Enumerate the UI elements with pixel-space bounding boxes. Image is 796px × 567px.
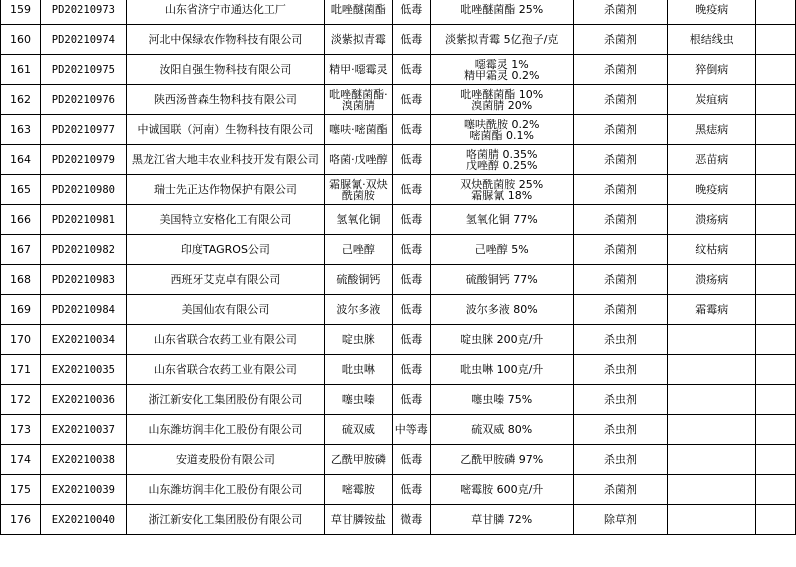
table-row	[1, 385, 796, 415]
table-row	[1, 445, 796, 475]
empty-cell	[756, 145, 796, 175]
target-cell: 晚疫病	[668, 0, 756, 25]
table-row	[1, 0, 796, 25]
row-number-cell: 171	[1, 355, 41, 385]
toxicity-cell: 低毒	[392, 175, 430, 205]
company-cell: 美国仙农有限公司	[126, 295, 324, 325]
active-ingredient-cell	[430, 415, 573, 445]
table-row	[1, 25, 796, 55]
empty-cell	[756, 415, 796, 445]
row-number-cell: 166	[1, 205, 41, 235]
registration-number-cell: PD20210973	[40, 0, 126, 25]
registration-number-cell: PD20210984	[40, 295, 126, 325]
registration-number-cell: EX20210040	[40, 505, 126, 535]
ingredient-line: 波尔多液 80%	[465, 303, 538, 316]
target-cell: 溃疡病	[668, 205, 756, 235]
table-row	[1, 55, 796, 85]
company-cell: 山东省联合农药工业有限公司	[126, 355, 324, 385]
target-cell: 纹枯病	[668, 235, 756, 265]
ingredient-line: 噁霉灵 1%	[474, 57, 529, 71]
company-cell: 印度TAGROS公司	[126, 235, 324, 265]
ingredient-line: 淡紫拟青霉 5亿孢子/克	[445, 33, 559, 46]
empty-cell	[756, 445, 796, 475]
registration-number-cell: PD20210982	[40, 235, 126, 265]
target-cell	[668, 505, 756, 535]
company-cell: 浙江新安化工集团股份有限公司	[126, 385, 324, 415]
ingredient-line: 吡虫啉 100克/升	[460, 363, 544, 376]
ingredient-line: 噻虫嗪 75%	[471, 393, 533, 406]
row-number-cell: 176	[1, 505, 41, 535]
company-cell: 安道麦股份有限公司	[126, 445, 324, 475]
ingredient-line: 啶虫脒 200克/升	[460, 333, 544, 346]
target-cell: 黑痣病	[668, 115, 756, 145]
ingredient-line: 溴菌腈 20%	[471, 98, 533, 112]
empty-cell	[756, 0, 796, 25]
row-number-cell: 163	[1, 115, 41, 145]
registration-number-cell: EX20210035	[40, 355, 126, 385]
ingredient-line: 硫酸铜钙 77%	[465, 273, 538, 286]
company-cell: 陕西汤普森生物科技有限公司	[126, 85, 324, 115]
company-cell: 汝阳自强生物科技有限公司	[126, 55, 324, 85]
product-name-cell: 噻虫嗪	[325, 385, 393, 415]
product-name-cell: 啶虫脒	[325, 325, 393, 355]
product-name-cell: 精甲·噁霉灵	[325, 55, 393, 85]
category-cell: 杀菌剂	[573, 115, 668, 145]
empty-cell	[756, 55, 796, 85]
product-name-cell: 吡虫啉	[325, 355, 393, 385]
target-cell	[668, 445, 756, 475]
category-cell: 杀菌剂	[573, 25, 668, 55]
company-cell: 山东省济宁市通达化工厂	[126, 0, 324, 25]
row-number-cell: 165	[1, 175, 41, 205]
toxicity-cell: 低毒	[392, 115, 430, 145]
target-cell: 猝倒病	[668, 55, 756, 85]
company-cell: 河北中保绿农作物科技有限公司	[126, 25, 324, 55]
registration-number-cell: PD20210981	[40, 205, 126, 235]
table-row	[1, 145, 796, 175]
toxicity-cell: 低毒	[392, 85, 430, 115]
category-cell: 杀菌剂	[573, 145, 668, 175]
row-number-cell: 173	[1, 415, 41, 445]
ingredient-line: 乙酰甲胺磷 97%	[460, 453, 544, 466]
active-ingredient-cell	[430, 85, 573, 115]
ingredient-line: 硫双威 80%	[471, 423, 533, 436]
company-cell: 山东省联合农药工业有限公司	[126, 325, 324, 355]
toxicity-cell: 中等毒	[392, 415, 430, 445]
target-cell: 恶苗病	[668, 145, 756, 175]
ingredient-line: 双炔酰菌胺 25%	[460, 177, 544, 191]
company-cell: 山东潍坊润丰化工股份有限公司	[126, 415, 324, 445]
registration-number-cell: EX20210036	[40, 385, 126, 415]
active-ingredient-cell	[430, 235, 573, 265]
toxicity-cell: 低毒	[392, 0, 430, 25]
category-cell: 杀菌剂	[573, 55, 668, 85]
table-row	[1, 205, 796, 235]
company-cell: 黑龙江省大地丰农业科技开发有限公司	[126, 145, 324, 175]
empty-cell	[756, 25, 796, 55]
active-ingredient-cell	[430, 205, 573, 235]
active-ingredient-cell	[430, 385, 573, 415]
category-cell: 杀菌剂	[573, 175, 668, 205]
product-name-cell: 霜脲氰·双炔酰菌胺	[325, 175, 393, 205]
active-ingredient-cell	[430, 475, 573, 505]
active-ingredient-cell	[430, 505, 573, 535]
active-ingredient-cell	[430, 115, 573, 145]
registration-number-cell: PD20210975	[40, 55, 126, 85]
toxicity-cell: 低毒	[392, 25, 430, 55]
table-row	[1, 295, 796, 325]
empty-cell	[756, 475, 796, 505]
target-cell: 霜霉病	[668, 295, 756, 325]
table-row	[1, 175, 796, 205]
registration-number-cell: EX20210034	[40, 325, 126, 355]
ingredient-line: 戊唑醇 0.25%	[465, 158, 538, 172]
category-cell: 杀菌剂	[573, 265, 668, 295]
registration-number-cell: EX20210039	[40, 475, 126, 505]
registration-number-cell: PD20210977	[40, 115, 126, 145]
table-row	[1, 265, 796, 295]
company-cell: 西班牙艾克卓有限公司	[126, 265, 324, 295]
ingredient-line: 吡唑醚菌酯 25%	[460, 3, 544, 16]
ingredient-line: 己唑醇 5%	[474, 243, 529, 256]
ingredient-line: 嘧霉胺 600克/升	[460, 483, 544, 496]
category-cell: 杀菌剂	[573, 295, 668, 325]
category-cell: 杀虫剂	[573, 355, 668, 385]
product-name-cell: 草甘膦铵盐	[325, 505, 393, 535]
toxicity-cell: 低毒	[392, 445, 430, 475]
ingredient-line: 草甘膦 72%	[471, 513, 533, 526]
table-row	[1, 235, 796, 265]
table-row	[1, 415, 796, 445]
ingredient-line: 精甲霜灵 0.2%	[463, 68, 540, 82]
registration-number-cell: PD20210983	[40, 265, 126, 295]
table-row	[1, 355, 796, 385]
company-cell: 山东潍坊润丰化工股份有限公司	[126, 475, 324, 505]
row-number-cell: 168	[1, 265, 41, 295]
product-name-cell: 嘧霉胺	[325, 475, 393, 505]
toxicity-cell: 低毒	[392, 265, 430, 295]
target-cell	[668, 325, 756, 355]
category-cell: 杀菌剂	[573, 205, 668, 235]
table-row	[1, 505, 796, 535]
row-number-cell: 172	[1, 385, 41, 415]
empty-cell	[756, 325, 796, 355]
empty-cell	[756, 205, 796, 235]
active-ingredient-cell	[430, 355, 573, 385]
product-name-cell: 噻呋·嘧菌酯	[325, 115, 393, 145]
product-name-cell: 乙酰甲胺磷	[325, 445, 393, 475]
empty-cell	[756, 85, 796, 115]
registration-number-cell: EX20210037	[40, 415, 126, 445]
active-ingredient-cell	[430, 445, 573, 475]
empty-cell	[756, 385, 796, 415]
table-row	[1, 85, 796, 115]
active-ingredient-cell	[430, 145, 573, 175]
target-cell: 溃疡病	[668, 265, 756, 295]
row-number-cell: 159	[1, 0, 41, 25]
category-cell: 杀虫剂	[573, 325, 668, 355]
ingredient-line: 霜脲氰 18%	[471, 188, 533, 202]
ingredient-line: 嘧菌酯 0.1%	[469, 128, 534, 142]
toxicity-cell: 低毒	[392, 385, 430, 415]
product-name-cell: 淡紫拟青霉	[325, 25, 393, 55]
product-name-cell: 氢氧化铜	[325, 205, 393, 235]
toxicity-cell: 低毒	[392, 475, 430, 505]
target-cell: 炭疽病	[668, 85, 756, 115]
row-number-cell: 167	[1, 235, 41, 265]
product-name-cell: 吡唑醚菌酯	[325, 0, 393, 25]
category-cell: 杀虫剂	[573, 445, 668, 475]
target-cell: 晚疫病	[668, 175, 756, 205]
table-row	[1, 325, 796, 355]
company-cell: 瑞士先正达作物保护有限公司	[126, 175, 324, 205]
product-name-cell: 咯菌·戊唑醇	[325, 145, 393, 175]
product-name-cell: 波尔多液	[325, 295, 393, 325]
row-number-cell: 175	[1, 475, 41, 505]
toxicity-cell: 低毒	[392, 145, 430, 175]
registration-number-cell: PD20210979	[40, 145, 126, 175]
category-cell: 杀菌剂	[573, 85, 668, 115]
company-cell: 中诚国联（河南）生物科技有限公司	[126, 115, 324, 145]
category-cell: 杀菌剂	[573, 0, 668, 25]
empty-cell	[756, 505, 796, 535]
toxicity-cell: 低毒	[392, 55, 430, 85]
ingredient-line: 氢氧化铜 77%	[465, 213, 538, 226]
empty-cell	[756, 115, 796, 145]
target-cell	[668, 475, 756, 505]
category-cell: 杀菌剂	[573, 475, 668, 505]
category-cell: 杀虫剂	[573, 415, 668, 445]
active-ingredient-cell	[430, 175, 573, 205]
target-cell	[668, 415, 756, 445]
product-name-cell: 硫双威	[325, 415, 393, 445]
active-ingredient-cell	[430, 265, 573, 295]
ingredient-line: 吡唑醚菌酯 10%	[460, 87, 544, 101]
table-row	[1, 115, 796, 145]
product-name-cell: 吡唑醚菌酯·溴菌腈	[325, 85, 393, 115]
target-cell	[668, 355, 756, 385]
active-ingredient-cell	[430, 55, 573, 85]
toxicity-cell: 低毒	[392, 325, 430, 355]
target-cell: 根结线虫	[668, 25, 756, 55]
registration-number-cell: PD20210974	[40, 25, 126, 55]
target-cell	[668, 385, 756, 415]
active-ingredient-cell	[430, 0, 573, 25]
toxicity-cell: 低毒	[392, 355, 430, 385]
active-ingredient-cell	[430, 295, 573, 325]
toxicity-cell: 微毒	[392, 505, 430, 535]
table-row	[1, 475, 796, 505]
category-cell: 除草剂	[573, 505, 668, 535]
ingredient-line: 噻呋酰胺 0.2%	[463, 117, 540, 131]
category-cell: 杀菌剂	[573, 235, 668, 265]
empty-cell	[756, 295, 796, 325]
row-number-cell: 162	[1, 85, 41, 115]
empty-cell	[756, 235, 796, 265]
toxicity-cell: 低毒	[392, 295, 430, 325]
category-cell: 杀虫剂	[573, 385, 668, 415]
company-cell: 浙江新安化工集团股份有限公司	[126, 505, 324, 535]
ingredient-line: 咯菌腈 0.35%	[465, 147, 538, 161]
empty-cell	[756, 355, 796, 385]
product-name-cell: 己唑醇	[325, 235, 393, 265]
row-number-cell: 170	[1, 325, 41, 355]
toxicity-cell: 低毒	[392, 235, 430, 265]
active-ingredient-cell	[430, 325, 573, 355]
company-cell: 美国特立安格化工有限公司	[126, 205, 324, 235]
row-number-cell: 164	[1, 145, 41, 175]
row-number-cell: 169	[1, 295, 41, 325]
registration-number-cell: PD20210976	[40, 85, 126, 115]
row-number-cell: 174	[1, 445, 41, 475]
product-name-cell: 硫酸铜钙	[325, 265, 393, 295]
row-number-cell: 161	[1, 55, 41, 85]
empty-cell	[756, 265, 796, 295]
active-ingredient-cell	[430, 25, 573, 55]
registration-number-cell: EX20210038	[40, 445, 126, 475]
toxicity-cell: 低毒	[392, 205, 430, 235]
empty-cell	[756, 175, 796, 205]
table-body	[1, 0, 796, 535]
row-number-cell: 160	[1, 25, 41, 55]
registration-number-cell: PD20210980	[40, 175, 126, 205]
